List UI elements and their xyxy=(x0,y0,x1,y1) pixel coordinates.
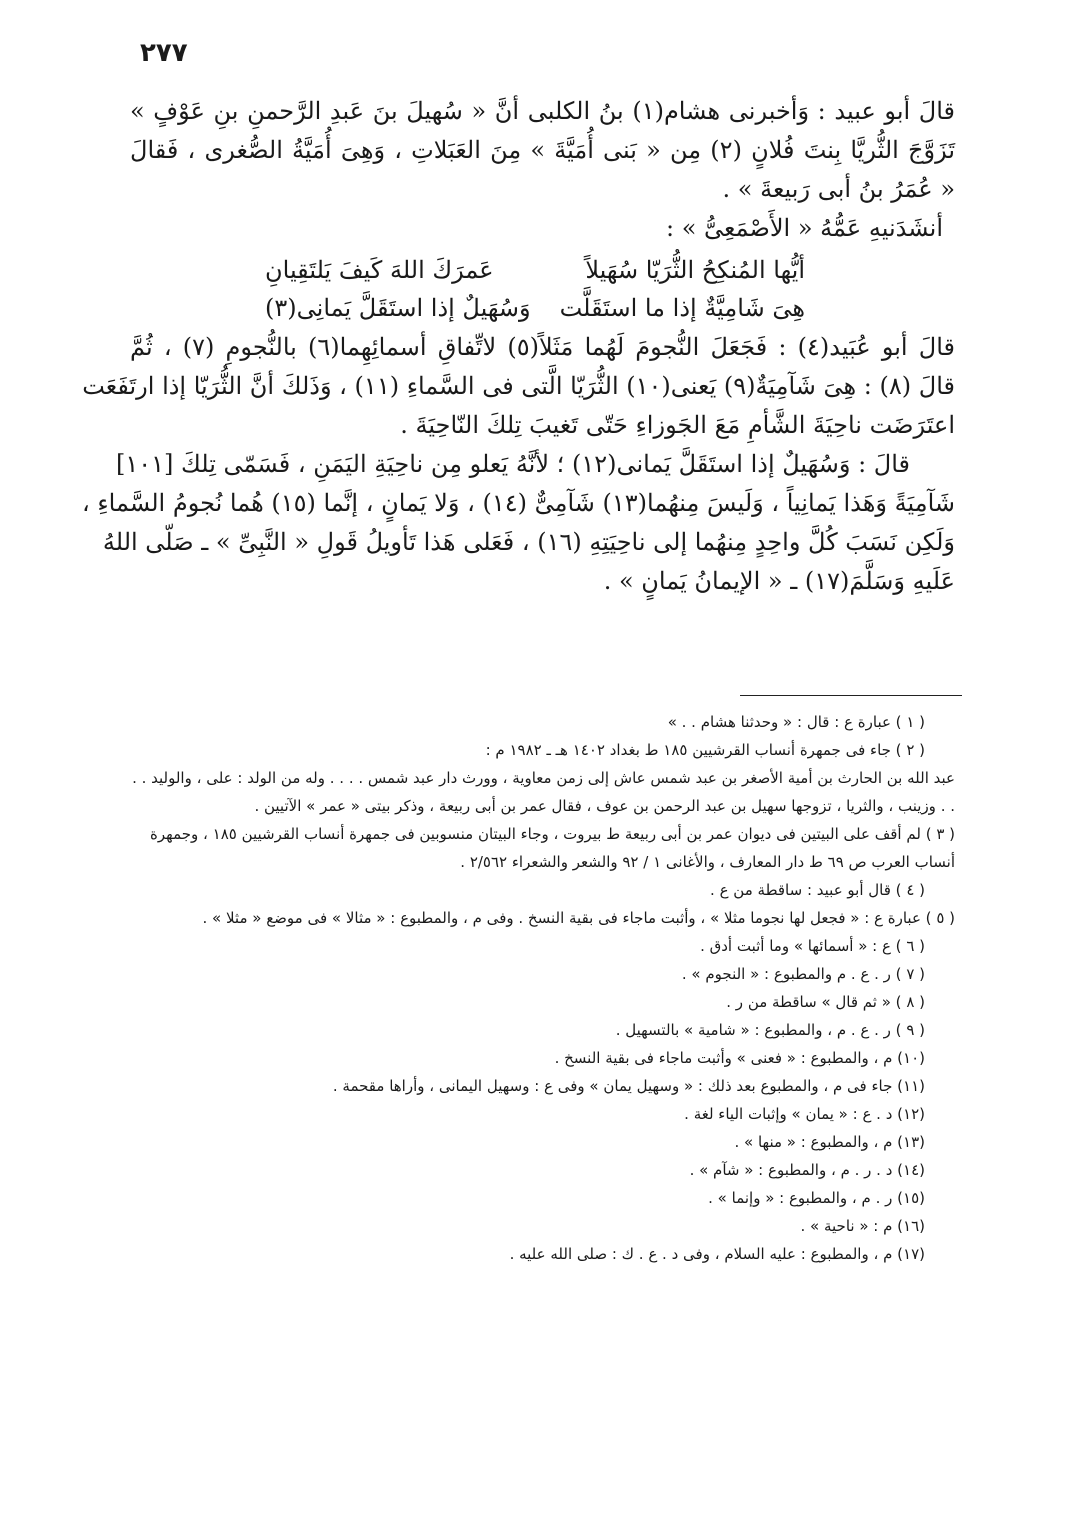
paragraph-1-line-1: قالَ أبو عبيد : وَأخبرنى هشام(١) بنُ الكلبى أنَّ « سُهيلَ بنَ عَبدِ الرَّحمنِ بنِ عَوْفٍ » xyxy=(130,97,956,125)
footnote-17: (١٧) م ، والمطبوع : عليه السلام ، وفى د . ع . ك : صلى الله عليه . xyxy=(509,1245,925,1263)
footnote-11: (١١) جاء فى م ، والمطبوع بعد ذلك : « وسهيل يمان » وفى ع : وسهيل اليمانى ، وأراها مقحمة . xyxy=(332,1077,925,1095)
footnote-1: ( ١ ) عبارة ع : قال : « وحدثنا هشام . . » xyxy=(667,713,925,731)
footnote-9: ( ٩ ) ر . ع . م ، والمطبوع : « شامية » بالتسهيل . xyxy=(615,1021,925,1039)
footnotes xyxy=(130,708,955,1268)
verse-1 xyxy=(130,250,955,290)
paragraph-3-line-2: شَآمِيَةً وَهَذا يَمانِياً ، وَلَيسَ مِنهُما(١٣) شَآمِىٌّ (١٤) ، وَلا يَمانٍ ، إنَّما (١٥) هُما نُجومُ السَّماءِ ، xyxy=(81,489,955,517)
footnote-6: ( ٦ ) ع : « أسمائها » وما أثبت أدق . xyxy=(700,937,925,955)
footnote-3: ( ٣ ) لم أقف على البيتين فى ديوان عمر بن أبى ربيعة ط بيروت ، وجاء البيتان منسوبين فى جمهرة أنساب القرشيين ١٨٥ ، وجمهرة أنساب العرب ص ٦٩ ط دار المعارف ، والأغانى ١ / ٩٢ والشعر والشعراء ٢/٥٦٢ . xyxy=(150,825,955,871)
paragraph-3-line-1: قالَ : وَسُهَيلٌ إذا استَقَلَّ يَمانى(١٢) ؛ لأنَّهُ يَعلو مِن ناحِيَةِ اليَمَنِ ، فَسَمّى تِلكَ [١٠١] xyxy=(115,450,910,478)
footnote-16: (١٦) م : « ناحية » . xyxy=(800,1217,925,1235)
paragraph-3-line-3: وَلَكِن نَسَبَ كُلَّ واحِدٍ مِنهُما إلى ناحِيَتِهِ (١٦) ، فَعَلى هَذا تَأويلُ قَولِ « النَّبِىِّ » ـ صَلّى اللهُ xyxy=(102,528,955,556)
footnote-2-continuation: عبد الله بن الحارث بن أمية الأصغر بن عبد شمس عاش إلى زمن معاوية ، وورث دار عبد شمس . . . . وله من الولد : على ، والوليد . . . . وزينب ، والثريا ، تزوجها سهيل بن عبد الرحمن بن عوف ، فقال عمر بن أبى ربيعة ، وذكر بيتى « عمر » الآتيين . xyxy=(132,769,955,815)
footnote-13: (١٣) م ، والمطبوع : « منها » . xyxy=(734,1133,925,1151)
paragraph-3-line-4: عَلَيهِ وَسَلَّمَ(١٧) ـ « الإيمانُ يَمانٍ » . xyxy=(603,567,955,595)
verse-1-second-hemistich: عَمرَكَ اللهَ كَيفَ يَلتَقِيانِ xyxy=(265,256,494,284)
verse-intro: أنشَدَنيهِ عَمُّهُ « الأَصْمَعِىُّ » : xyxy=(666,214,943,242)
footnote-15: (١٥) ر . م ، والمطبوع : « وإنما » . xyxy=(708,1189,925,1207)
verse-1-first-hemistich: أيُّها المُنكِحُ الثُّرَيّا سُهَيلاً xyxy=(585,256,805,284)
footnote-5: ( ٥ ) عبارة ع : « فجعل لها نجوما مثلا » ، وأثبت ماجاء فى بقية النسخ . وفى م ، والمطبوع : « مثالا » فى موضع « مثلا » . xyxy=(202,909,955,927)
paragraph-1-line-3: « عُمَرُ بنُ أبى رَبيعةَ » . xyxy=(722,175,955,203)
main-text xyxy=(81,92,956,601)
paragraph-2-line-1: قالَ أبو عُبَيد(٤) : فَجَعَلَ النُّجومَ لَهُما مَثَلاً(٥) لاتِّفاقِ أسمائِهِما(٦) بالنُّجومِ (٧) ، ثُمَّ xyxy=(130,333,955,361)
footnote-8: ( ٨ ) « ثم قال » ساقطة من ر . xyxy=(726,993,925,1011)
footnote-10: (١٠) م ، والمطبوع : « فعنى » وأثبت ماجاء فى بقية النسخ . xyxy=(554,1049,925,1067)
verse-2 xyxy=(130,288,955,328)
footnote-14: (١٤) د . ر . م ، والمطبوع : « شآم » . xyxy=(689,1161,925,1179)
footnote-4: ( ٤ ) قال أبو عبيد : ساقطة من ع . xyxy=(710,881,925,899)
footnote-separator xyxy=(740,695,962,696)
verse-2-second-hemistich: وَسُهَيلٌ إذا استَقَلَّ يَمانِى(٣) xyxy=(265,294,531,322)
verse-2-first-hemistich: هِىَ شَامِيَّةٌ إذا ما استَقَلَّت xyxy=(559,294,805,322)
paragraph-2-line-3: اعتَرَضَت ناحِيَةَ الشَّأمِ مَعَ الجَوزاءِ حَتّى تَغيبَ تِلكَ النّاحِيَةَ . xyxy=(400,411,955,439)
paragraph-2-line-2: قالَ (٨) : هِىَ شَآمِيَةٌ(٩) يَعنى(١٠) الثُّرَيّا الَّتى فى السَّماءِ (١١) ، وَذَلكَ أنَّ الثُّرَيّا إذا ارتَفَعَت xyxy=(82,372,955,400)
footnote-2: ( ٢ ) جاء فى جمهرة أنساب القرشيين ١٨٥ ط بغداد ١٤٠٢ هـ ـ ١٩٨٢ م : xyxy=(485,741,925,759)
footnote-7: ( ٧ ) ر . ع . م والمطبوع : « النجوم » . xyxy=(681,965,925,983)
footnote-12: (١٢) د . ع : « يمان » وإثبات الياء لغة . xyxy=(684,1105,925,1123)
poem xyxy=(130,248,955,328)
page-number: ٢٧٧ xyxy=(140,38,188,68)
paragraph-1-line-2: تَزَوَّجَ الثُّريَّا بِنتَ فُلانٍ (٢) مِن « بَنى أُمَيَّةَ » مِنَ العَبَلاتِ ، وَهِىَ أُمَيَّةُ الصُّغرى ، فَقالَ xyxy=(130,136,955,164)
